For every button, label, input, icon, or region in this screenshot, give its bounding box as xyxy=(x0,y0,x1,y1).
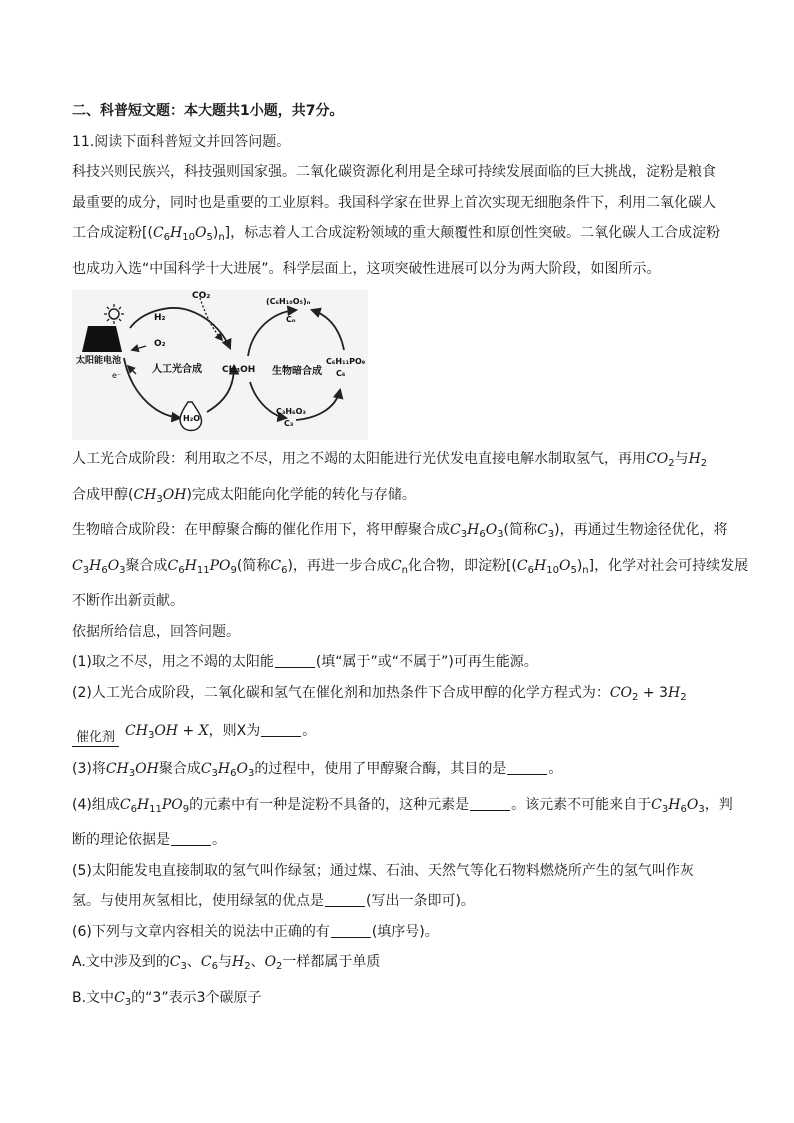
question-5-cont: 氢。与使用灰氢相比，使用绿氢的优点是 (写出一条即可)。 xyxy=(72,893,475,909)
stage2-paragraph-cont: $C_3H_6O_3$聚合成$C_6H_{11}PO_9$(简称$C_6$)，再进一步合成$C_n$化合物，即淀粉$[(C_6H_{10}O_5)_n]$，化学对社会可持续发展 xyxy=(72,557,749,576)
c3-formula-label: C₃H₆O₃ xyxy=(276,407,306,416)
electron-label: e⁻ xyxy=(112,371,122,380)
answer-blank[interactable] xyxy=(325,892,365,907)
section-title: 二、科普短文题：本大题共1小题，共7分。 xyxy=(72,103,344,119)
passage xyxy=(72,157,722,284)
answer-blank[interactable] xyxy=(507,760,547,775)
option-a: A.文中涉及到的$C_3$、$C_6$与$H_2$、$O_2$一样都属于单质 xyxy=(72,954,381,972)
solar-cell-label: 太阳能电池 xyxy=(76,356,122,366)
c6-label: C₆ xyxy=(336,369,346,378)
catalyst-condition: 催化剂 xyxy=(72,730,119,747)
question-6: (6)下列与文章内容相关的说法中正确的有 (填序号)。 xyxy=(72,923,439,940)
passage-line: 最重要的成分，同时也是重要的工业原料。我国科学家在世界上首次实现无细胞条件下，利用二氧化碳人 xyxy=(72,194,716,211)
stage2-label: 生物暗合成 xyxy=(272,366,322,377)
stage1-label: 人工光合成 xyxy=(152,364,202,375)
co2-label: CO₂ xyxy=(192,291,211,301)
answer-blank[interactable] xyxy=(470,796,510,811)
stage1-paragraph: 人工光合成阶段：利用取之不尽，用之不竭的太阳能进行光伏发电直接电解水制取氢气，再用$CO_2$与$H_2$ xyxy=(72,451,708,469)
starch-label: (C₆H₁₀O₅)ₙ xyxy=(266,297,311,306)
answer-blank[interactable] xyxy=(261,722,301,737)
passage-line: 也成功入选“中国科学十大进展”。科学层面上，这项突破性进展可以分为两大阶段，如图所示。 xyxy=(72,260,661,277)
h2-label: H₂ xyxy=(154,313,166,323)
question-4: (4)组成$C_6H_{11}PO_9$的元素中有一种是淀粉不具备的，这种元素是 。该元素不可能来自于$C_3H_6O_3$，判 xyxy=(72,796,733,815)
option-b: B.文中$C_3$的“3”表示3个碳原子 xyxy=(72,989,262,1008)
passage-line: 工合成淀粉$[(C_6H_{10}O_5)_n]$，标志着人工合成淀粉领域的重大颠覆性和原创性突破。二氧化碳人工合成淀粉 xyxy=(72,225,721,243)
passage-line: 科技兴则民族兴，科技强则国家强。二氧化碳资源化利用是全球可持续发展面临的巨大挑战，淀粉是粮食 xyxy=(72,164,716,180)
solar-panel-icon xyxy=(82,326,122,352)
stage2-paragraph: 生物暗合成阶段：在甲醇聚合酶的催化作用下，将甲醇聚合成$C_3H_6O_3$(简称$C_3$)，再通过生物途径优化，将 xyxy=(72,522,728,540)
cn-label: Cₙ xyxy=(286,315,296,324)
question-intro: 11.阅读下面科普短文并回答问题。 xyxy=(72,133,291,150)
answer-blank[interactable] xyxy=(171,831,211,846)
stage1-paragraph-cont: 合成甲醇$(CH_3OH)$完成太阳能向化学能的转化与存储。 xyxy=(72,486,416,505)
h2o-label: H₂O xyxy=(183,414,200,423)
question-2-equation: 催化剂 $CH_3OH + X$，则X为 。 xyxy=(72,713,722,754)
answer-prompt: 依据所给信息，回答问题。 xyxy=(72,623,240,640)
answer-blank[interactable] xyxy=(275,653,315,668)
question-5: (5)太阳能发电直接制取的氢气叫作绿氢；通过煤、石油、天然气等化石物料燃烧所产生的氢气叫作灰 xyxy=(72,862,694,879)
synthesis-cycle-diagram xyxy=(72,290,368,440)
c3-label: C₃ xyxy=(284,419,294,428)
question-1: (1)取之不尽，用之不竭的太阳能 (填“属于”或“不属于”)可再生能源。 xyxy=(72,654,538,670)
question-2: (2)人工光合成阶段，二氧化碳和氢气在催化剂和加热条件下合成甲醇的化学方程式为：$CO_2 + 3H_2$ xyxy=(72,684,687,703)
question-4-cont: 断的理论依据是 。 xyxy=(72,832,226,848)
exam-page xyxy=(72,96,749,1018)
c6-formula-label: C₆H₁₁PO₉ xyxy=(326,357,366,366)
answer-blank[interactable] xyxy=(331,923,371,938)
o2-label: O₂ xyxy=(154,339,166,349)
stage2-paragraph-end: 不断作出新贡献。 xyxy=(72,593,184,609)
question-3: (3)将$CH_3OH$聚合成$C_3H_6O_3$的过程中，使用了甲醇聚合酶，其目的是 。 xyxy=(72,761,563,779)
methanol-label: CH₃OH xyxy=(222,365,256,375)
